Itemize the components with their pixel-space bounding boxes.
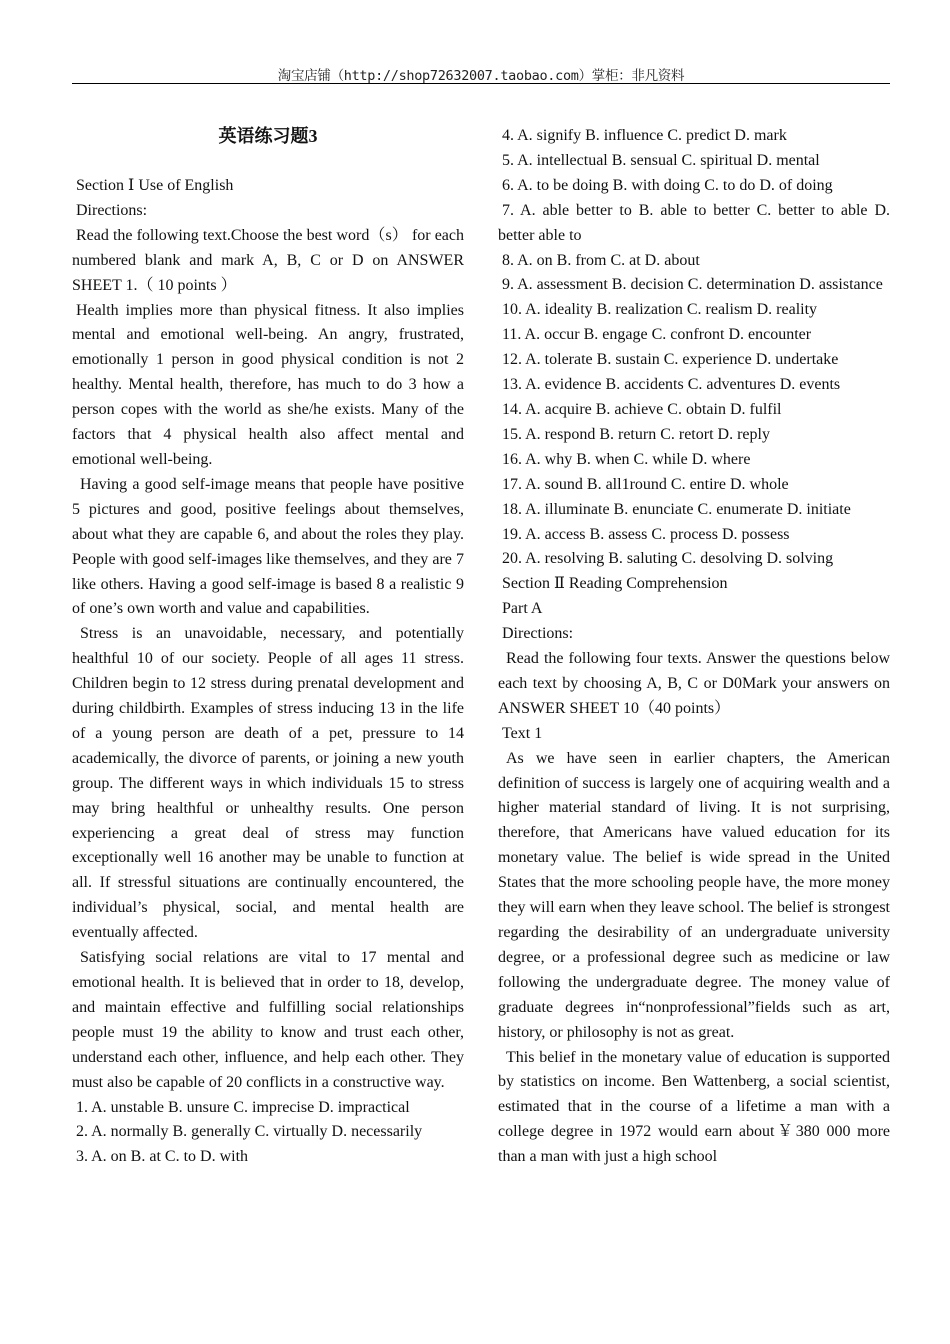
paragraph: 6. A. to be doing B. with doing C. to do D. of doing (502, 176, 833, 194)
paragraph: 20. A. resolving B. saluting C. desolving D. solving (502, 550, 834, 568)
right-column (498, 124, 890, 1170)
paragraph: Having a good self-image means that people have positive 5 pictures and good, positive feelings about themselves, about what they are capable 6, and about the roles they play. People with good self-images like themselves, and they are 7 like others. Having a good self-image is based 8 a realistic 9 of one’s own worth and value and capabilities. (72, 475, 464, 618)
paragraph: Directions: (502, 625, 574, 643)
left-column (72, 124, 464, 1170)
paragraph: 18. A. illuminate B. enunciate C. enumerate D. initiate (502, 500, 851, 518)
paragraph: Directions: (76, 201, 148, 219)
header-divider (72, 83, 890, 84)
paragraph: Section Ⅱ Reading Comprehension (502, 575, 728, 593)
paragraph: 15. A. respond B. return C. retort D. reply (502, 425, 770, 443)
paragraph: 13. A. evidence B. accidents C. adventures D. events (502, 376, 841, 394)
paragraph: Part A (502, 600, 543, 618)
paragraph: Stress is an unavoidable, necessary, and potentially healthful 10 of our society. People of all ages 11 stress. Children begin to 12 stress during prenatal development and during childbirth. Examples of stress inducing 13 in the life of a young person are death of a pet, pressure to 14 academically, the divorce of parents, or joining a new youth group. The different ways in which individuals 15 to stress may bring healthful or unhealthy results. One person experiencing a great deal of stress may function exceptionally well 16 another may be unable to function at all. If stressful situations are continually encountered, the individual’s physical, social, and mental health are eventually affected. (72, 625, 464, 942)
paragraph: 14. A. acquire B. achieve C. obtain D. fulfil (502, 400, 782, 418)
paragraph: 9. A. assessment B. decision C. determination D. assistance (502, 276, 883, 294)
paragraph: As we have seen in earlier chapters, the American definition of success is largely one of acquiring wealth and a higher material standard of living. It is not surprising, therefore, that Americans have valued education for its monetary value. The belief is wide spread in the United States that the more schooling people have, the more money they will earn when they leave school. The belief is strongest regarding the desirability of an undergraduate university degree, or a professional degree such as medicine or law following the undergraduate degree. The money value of graduate degrees in“nonprofessional”fields such as art, history, or philosophy is not as great. (498, 749, 890, 1041)
paragraph: 7. A. able better to B. able to better C. better to able D. better able to (498, 201, 890, 244)
paragraph: Health implies more than physical fitness. It also implies mental and emotional well-being. An angry, frustrated, emotionally 1 person in good physical condition is not 2 healthy. Mental health, therefore, has much to do 3 how a person copes with the world as she/he exists. Many of the factors that 4 physical health also affect mental and emotional well-being. (72, 301, 464, 468)
paragraph: 12. A. tolerate B. sustain C. experience D. undertake (502, 351, 839, 369)
paragraph: This belief in the monetary value of education is supported by statistics on income. Ben Wattenberg, a social scientist, estimated that in the course of a lifetime a man with a college degree in 1972 would earn about￥380 000 more than a man with just a high school (498, 1048, 890, 1166)
page-header: 淘宝店铺（http://shop72632007.taobao.com）掌柜：非凡资料 (277, 68, 685, 84)
paragraph: Text 1 (502, 724, 543, 742)
paragraph: 17. A. sound B. all1round C. entire D. whole (502, 475, 789, 493)
paragraph: 2. A. normally B. generally C. virtually D. necessarily (76, 1123, 423, 1141)
page-title: 英语练习题3 (218, 126, 318, 146)
paragraph: 1. A. unstable B. unsure C. imprecise D. impractical (76, 1098, 410, 1116)
paragraph: 11. A. occur B. engage C. confront D. encounter (502, 326, 812, 344)
paragraph: Section Ⅰ Use of English (76, 177, 234, 194)
paragraph: 16. A. why B. when C. while D. where (502, 450, 751, 468)
paragraph: 8. A. on B. from C. at D. about (502, 251, 700, 269)
paragraph: Read the following text.Choose the best word（s） for each numbered blank and mark A, B, C or D on ANSWER SHEET 1.（ 10 points ） (72, 226, 464, 294)
paragraph: 10. A. ideality B. realization C. realism D. reality (502, 301, 818, 319)
paragraph: Read the following four texts. Answer the questions below each text by choosing A, B, C or D0Mark your answers on ANSWER SHEET 10（40 points） (498, 650, 890, 717)
paragraph: 3. A. on B. at C. to D. with (76, 1148, 249, 1166)
paragraph: 19. A. access B. assess C. process D. possess (502, 525, 790, 543)
paragraph: 5. A. intellectual B. sensual C. spiritual D. mental (502, 151, 820, 169)
paragraph: 4. A. signify B. influence C. predict D. mark (502, 127, 787, 144)
paragraph: Satisfying social relations are vital to 17 mental and emotional health. It is believed that in order to 18, develop, and maintain effective and fulfilling social relationships people must 19 the ability to know and trust each other, understand each other, influence, and help each other. They must also be capable of 20 conflicts in a constructive way. (72, 949, 464, 1091)
